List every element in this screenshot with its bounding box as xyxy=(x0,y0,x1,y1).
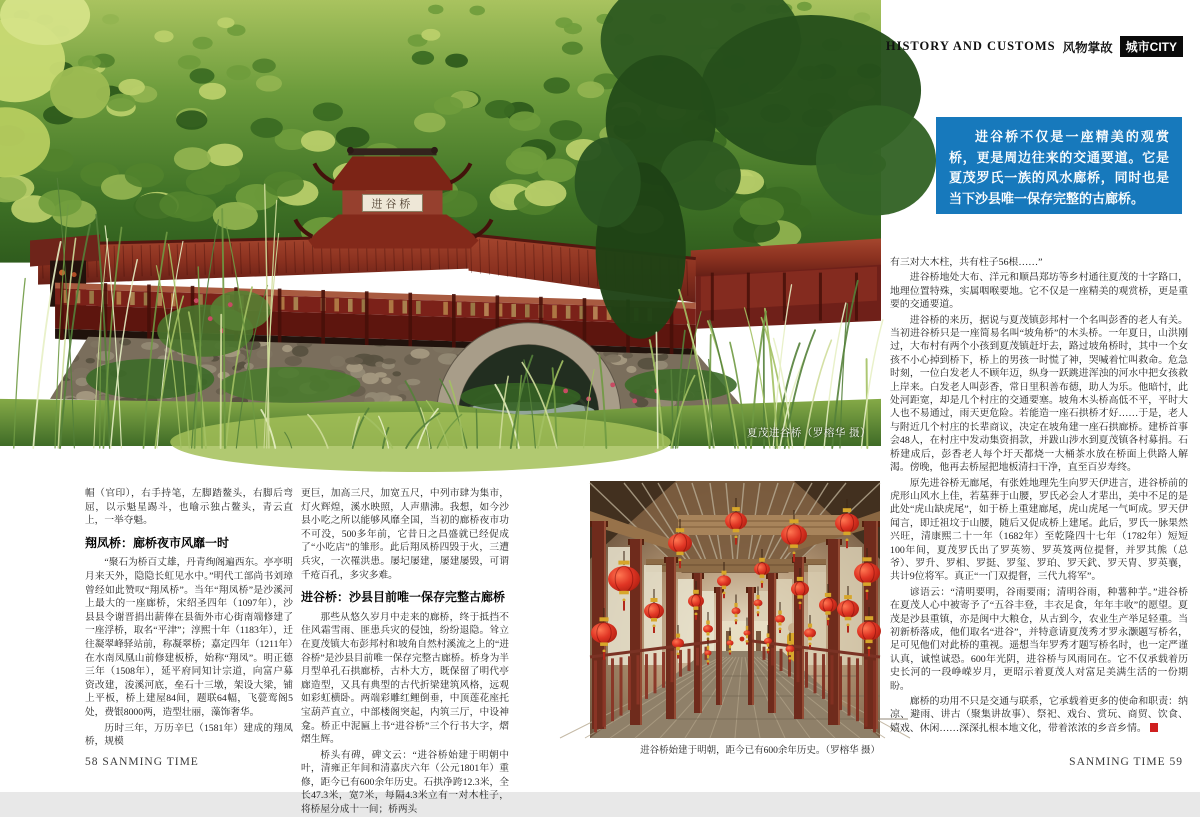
pull-quote-box xyxy=(936,117,1182,214)
page-header xyxy=(886,36,1183,57)
page-number-left: 58 SANMING TIME xyxy=(85,756,199,768)
paragraph-last xyxy=(890,695,1188,735)
paragraph: 历时三年，万历辛巳（1581年）建成的翔凤桥，规模 xyxy=(85,722,293,748)
lantern-photo-art xyxy=(590,481,880,738)
lantern-photo-caption: 进谷桥始建于明朝，距今已有600余年历史。（罗榕华 摄） xyxy=(640,746,880,756)
paragraph-text: 廊桥的功用不只是交通与联系，它承载着更多的使命和职责：纳凉、避雨、讲古（聚集讲故事）、祭祀、戏台、赏玩、商贸、饮食、嬉戏、休闲……深深扎根本地文化，带着浓浓的乡音乡情。 xyxy=(890,696,1188,734)
paragraph: 原先进谷桥无廊尾，有张姓地理先生向罗天伊进言，进谷桥前的虎形山风水上佳，若墓葬于山腰，罗氏必会人才辈出，美中不足的是此处“虎山缺虎尾”，如于桥上重建廊尾，虎山虎尾一气呵成。罗天伊闻言，即迁祖坟于山腰，随后又促成桥上建尾。此后，罗氏一脉果然兴旺，清康熙二十一年（1682年）至乾隆四十七年（1782年）短短100年间，夏茂罗氏出了罗英笏、罗英笈两位提督，并罗其熊（总爷）、罗升、罗相、罗挺、罗玺、罗珀、罗天釴、罗天胄、罗英襄，共计9位将军。真正“一门双提督，三代九将军”。 xyxy=(890,477,1188,583)
article-column-2 xyxy=(301,487,509,816)
bridge-photo-art xyxy=(0,0,881,446)
paragraph: 谚语云：“清明要明，谷雨要雨；清明谷雨，种薯种芋。”进谷桥在夏茂人心中被寄予了“五谷丰登，丰衣足食，年年丰收”的愿望。夏茂是沙县重镇，亦是闽中大粮仓，从古到今，农业生产举足轻重。当初新桥落成，他们取名“进谷”，并特意请夏茂秀才罗永灏题写桥名，足可见他们对此桥的重视。遥想当年罗秀才题写桥名时，也一定严谨认真，诚惶诚恐。600年光阴，进谷桥与风雨同在。它不仅承载着历史长河的一段峥嵘岁月，更昭示着夏茂人对富足美满生活的一份期盼。 xyxy=(890,586,1188,692)
section-heading-jingu: 进谷桥：沙县目前唯一保存完整古廊桥 xyxy=(301,590,506,605)
main-photo xyxy=(0,0,881,446)
pull-quote-text: 进谷桥不仅是一座精美的观赏桥，更是周边往来的交通要道。它是夏茂罗氏一族的风水廊桥，同时也是当下沙县唯一保存完整的古廊桥。 xyxy=(949,129,1169,206)
paragraph-continuation: 更巨，加高三尺，加宽五尺，中列市肆为集市，灯火辉煌，溪水映照，人声鼎沸。我想，如今沙县小吃之所以能够风靡全国，当初的廊桥夜市功不可没，500多年前，它昔日之昌盛就已经促成了“小吃店”的雏形。此后翔凤桥四毁于火，三遭兵灾，一次罹洪患。屡圮屡建，屡建屡毁，可谓千疮百孔，多灾多难。 xyxy=(301,488,509,581)
lantern-photo xyxy=(590,481,880,738)
paragraph: 那些从悠久岁月中走来的廊桥，终于抵挡不住风霜雪雨、匪患兵灾的侵蚀，纷纷退隐。耸立在夏茂镇大布彭邦村和坡角自然村溪流之上的“进谷桥”是沙县目前唯一保存完整古廊桥。桥身为半月型单孔石拱廊桥，古朴大方，既保留了明代亭廊造型，又具有典型的古代折梁建筑风格，远观如彩虹横卧。两端彩雕红鲤倒垂，中顶莲花座托宝葫芦直立，中部楼阁突起，内筑三厅，中设神龛。桥正中泥匾上书“进谷桥”三个行书大字，熠熠生辉。 xyxy=(301,611,509,746)
paragraph: 进谷桥地处大布、洋元和顺昌郑坊等乡村通往夏茂的十字路口，地理位置特殊，实属咽喉要地。它不仅是一座精美的观赏桥，更是重要的交通要道。 xyxy=(890,272,1188,311)
page-number-right: SANMING TIME 59 xyxy=(1069,756,1183,768)
paragraph-continuation: 帽（官印），右手持笔，左脚踏鳌头，右脚后弯屈，以示魁星踢斗，也喻示独占鳌头，青云直上，一举夺魁。 xyxy=(85,488,293,527)
article-column-1 xyxy=(85,487,293,746)
paragraph: “聚石为桥百丈雄，丹青绚阁遍西东。亭亭明月来天外，隐隐长虹见水中。”明代工部尚书刘璋曾经如此赞叹“翔凤桥”。当年“翔凤桥”是沙溪河上最大的一座廊桥，宋绍圣四年（1097年），沙县县令谢晋捐出薪俸在县衙外市心街南端修建了一座浮桥，取名“平津”；淳熙十年（1183年），迁往凝翠峰驿站前，称凝翠桥；嘉定四年（1211年）在水南凤凰山前修建板桥，始称“翔凤”。明正德三年（1508年），延平府同知计宗道，向富户募资改建，浚溪河底，垒石十三墩，架设大梁，铺上平板，桥上建屋84间，题联64幅，飞甍鸾阁5处，费银8000两，造型壮丽，藻饰奢华。 xyxy=(85,557,293,718)
header-section-badge: 城市CITY xyxy=(1120,36,1183,57)
paragraph: 进谷桥的来历，据说与夏茂镇彭邦村一个名叫彭香的老人有关。当初进谷桥只是一座简易名叫“坡角桥”的木头桥。一年夏日，山洪刚过，大布村有两个小孩到夏茂镇赶圩去，路过坡角桥时，其中一个女孩不小心掉到桥下，桥上的男孩一时慌了神，哭喊着忙叫救命。危急时刻，一位白发老人不顾年迈，纵身一跃跳进浑浊的河水中把女孩救上岸来。白发老人叫彭香，常日里积善布德，助人为乐。他暗忖，此处河距宽，却是几个村庄的交通要塞。坡角木头桥高低不平，平时大人也不易通过，雨天更危险。若能造一座石拱桥才好……于是，老人与附近几个村庄的长辈商议，决定在坡角建一座石拱廊桥。建桥首事会48人，在村庄中发动集资捐款，并跋山涉水到夏茂镇各村募捐。石桥建成后，彭香老人每个圩天都烧一大桶茶水放在桥面上供路人解渴。傍晚，他再去桥屋把地板清扫干净，直至百岁寿终。 xyxy=(890,314,1188,474)
section-heading-xiangfeng: 翔凤桥：廊桥夜市风靡一时 xyxy=(85,535,230,550)
main-photo-caption: 夏茂进谷桥（罗榕华 摄） xyxy=(746,428,871,439)
paragraph-continuation: 有三对大木柱，共有柱子56根……” xyxy=(890,257,1043,268)
header-title-cn: 风物掌故 xyxy=(1062,40,1113,55)
header-title-en: HISTORY AND CUSTOMS xyxy=(885,39,1056,53)
article-column-3 xyxy=(890,256,1188,753)
bridge-plaque: 进谷桥 xyxy=(371,198,414,211)
article-end-mark xyxy=(1150,723,1158,732)
paragraph: 桥头有碑，碑文云：“进谷桥始建于明朝中叶，清雍正年间和清嘉庆六年（公元1801年）重修，距今已有600余年历史。石拱净跨12.3米，全长47.3米，宽7米，每隔4.3米立有一对木柱子，将桥屋分成十一间；桥两头 xyxy=(301,749,509,816)
